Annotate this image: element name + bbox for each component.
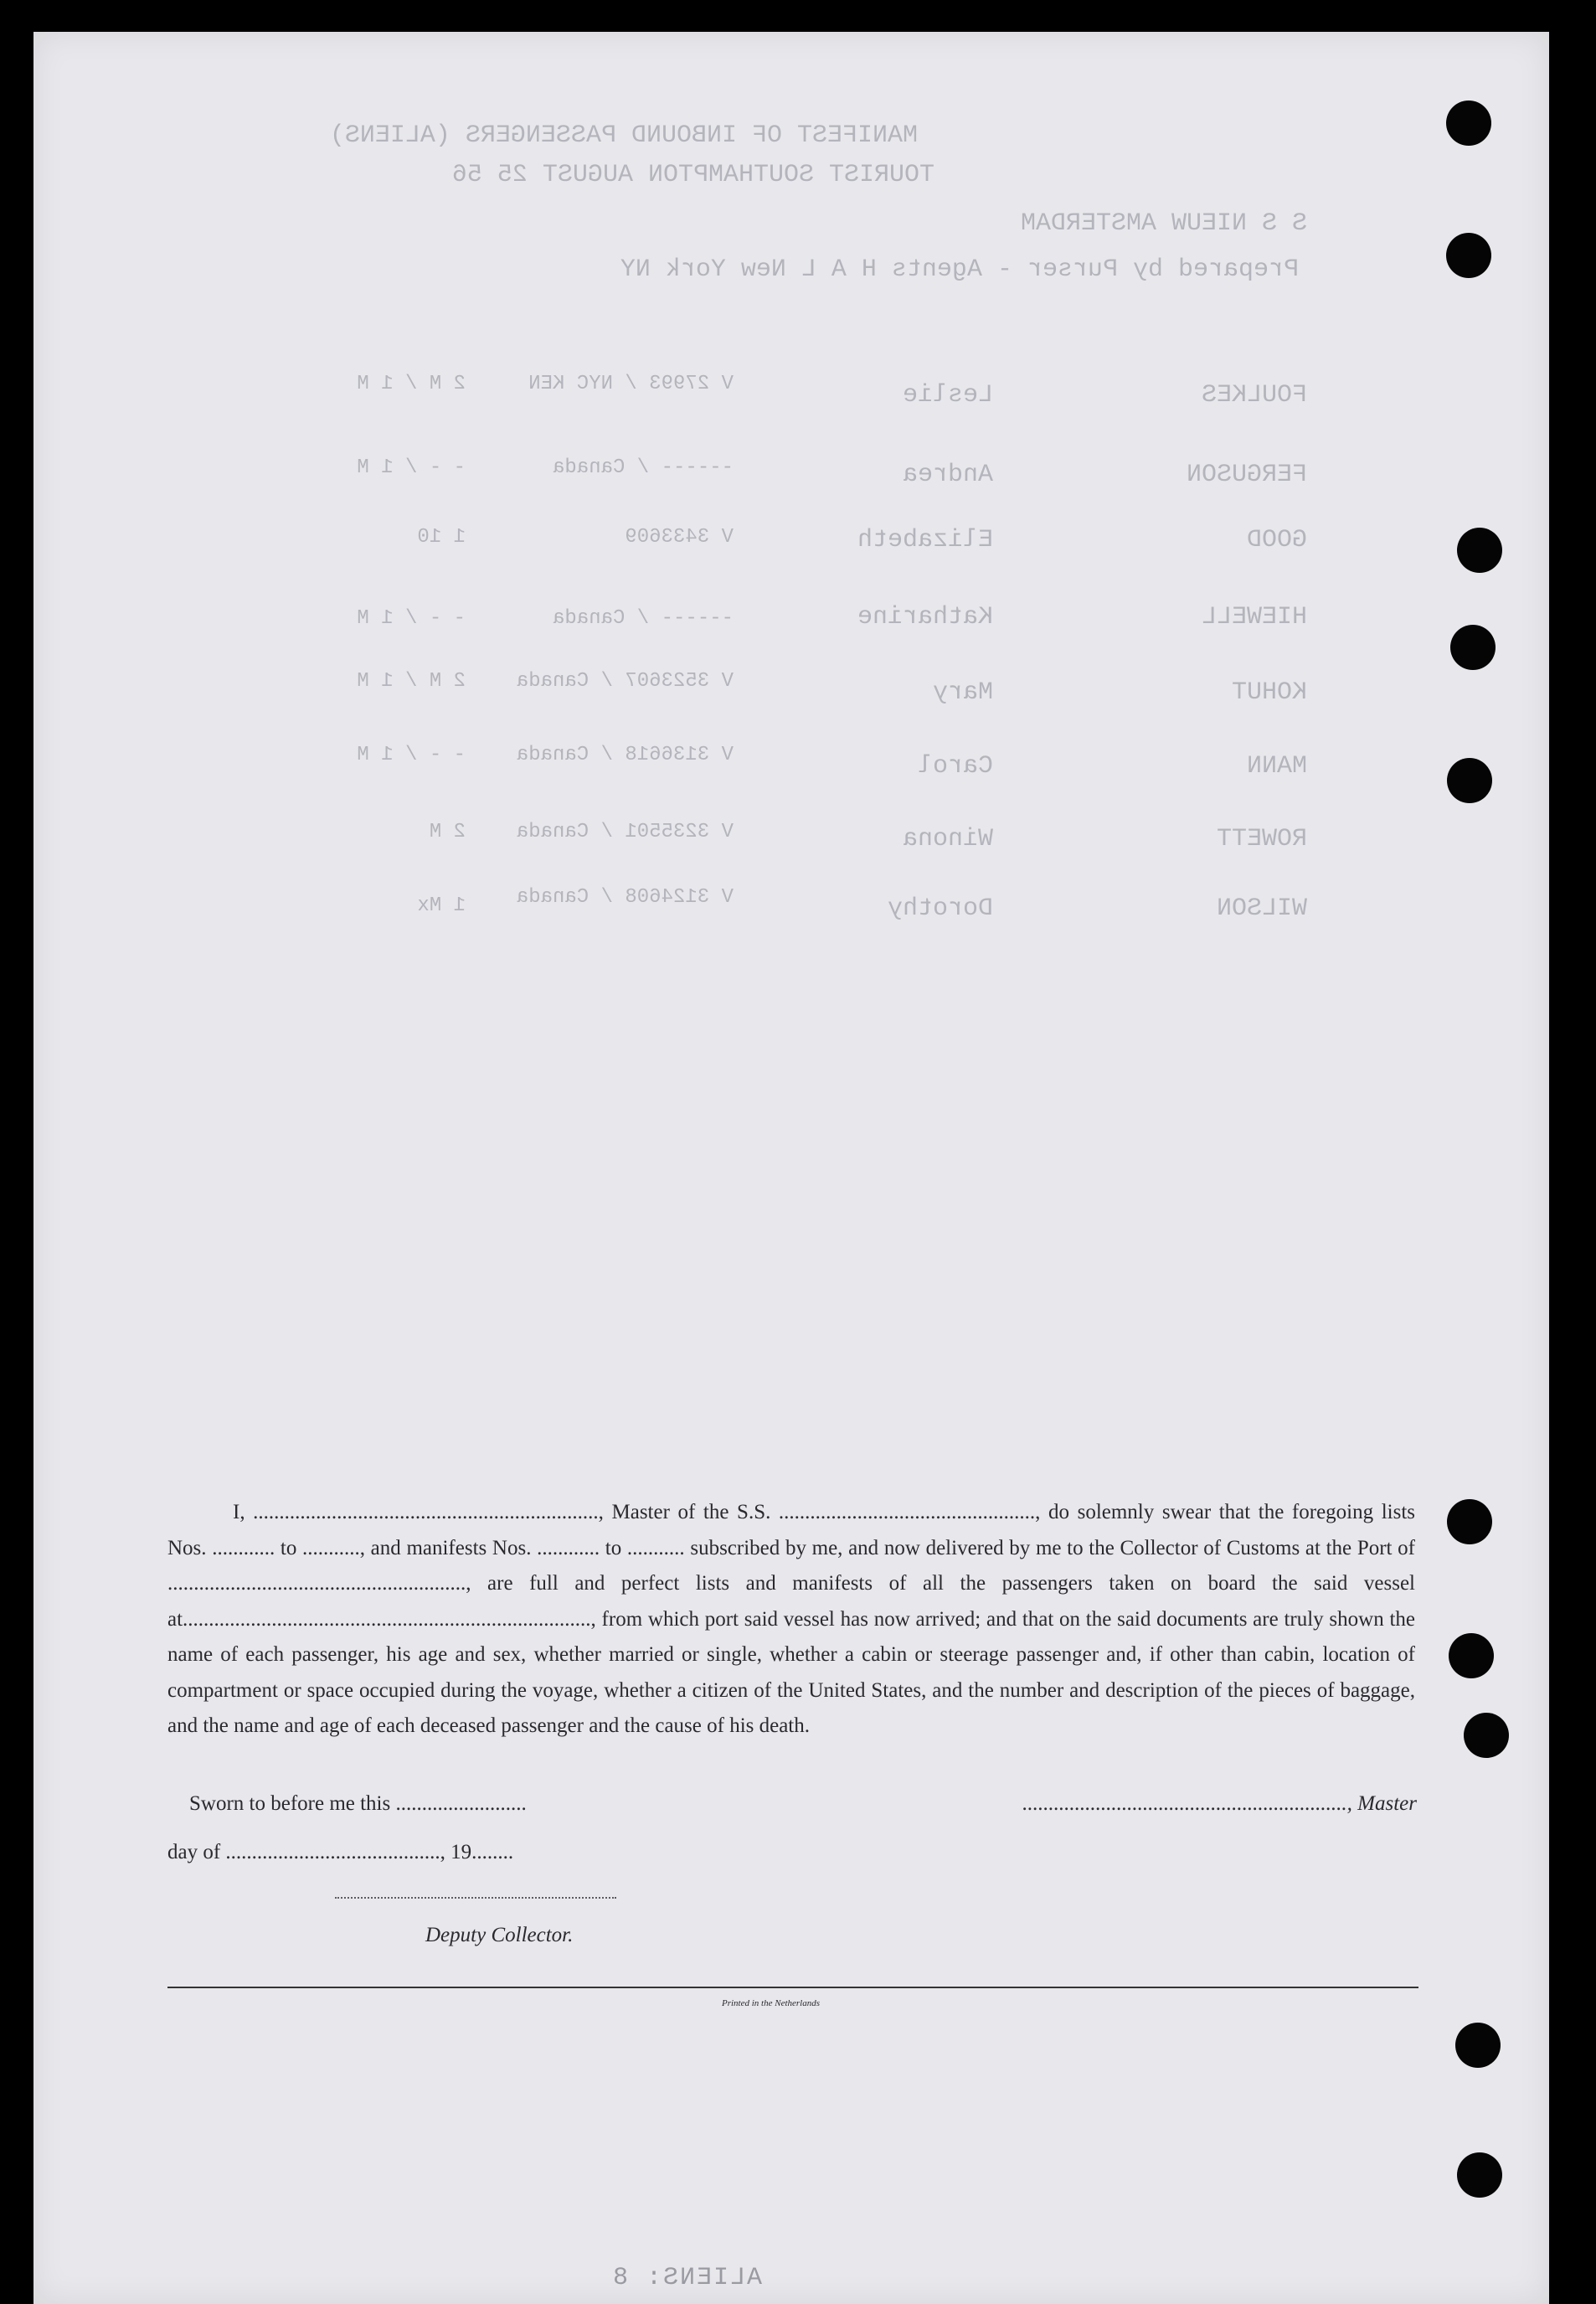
deputy-signature-line	[335, 1897, 616, 1899]
bleed-row: 1 Mx	[417, 894, 466, 917]
master-signature-line: .............................................................., Master	[1022, 1792, 1417, 1815]
bleed-row: Mary	[932, 678, 993, 707]
bleed-row: - - / 1 M	[357, 744, 466, 766]
footer-rule	[167, 1987, 1418, 1988]
punch-hole	[1457, 2152, 1502, 2198]
bleed-title: MANIFEST OF INBOUND PASSENGERS (ALIENS)	[329, 121, 918, 150]
bleed-row: V 27993 / NYC KEN	[528, 373, 734, 395]
bleed-row: MANN	[1246, 752, 1307, 781]
punch-hole	[1455, 2023, 1501, 2068]
punch-hole	[1447, 758, 1492, 803]
manifest-page	[33, 32, 1549, 2304]
punch-hole	[1447, 1499, 1492, 1544]
bleed-row: Andrea	[902, 461, 993, 489]
master-label: , Master	[1346, 1792, 1417, 1815]
bleed-tourist-line: TOURIST SOUTHAMPTON AUGUST 25 56	[451, 161, 934, 189]
punch-hole	[1446, 101, 1491, 146]
punch-hole	[1450, 625, 1496, 670]
bleed-row: ------ / Canada	[552, 607, 734, 630]
bleed-row: ROWETT	[1216, 825, 1307, 853]
bleed-row: V 3136618 / Canada	[516, 744, 734, 766]
bleed-row: GOOD	[1246, 526, 1307, 554]
bleed-row: V 3235501 / Canada	[516, 821, 734, 843]
bleed-row: ------ / Canada	[552, 456, 734, 479]
punch-hole	[1457, 528, 1502, 573]
bleed-row: FOULKES	[1201, 381, 1307, 410]
bleed-row: 1 10	[417, 526, 466, 549]
deputy-collector-label: Deputy Collector.	[425, 1924, 574, 1946]
bleed-row: Winona	[902, 825, 993, 853]
bleed-prepared-line: Prepared by Purser - Agents H A L New York NY	[620, 255, 1299, 284]
bleed-ship-line: S S NIEUW AMSTERDAM	[1020, 209, 1307, 238]
punch-hole	[1449, 1633, 1494, 1678]
bleed-row: HIEWELL	[1201, 603, 1307, 631]
bleed-row: 2 M / 1 M	[357, 373, 466, 395]
bleed-row: KOHUT	[1231, 678, 1307, 707]
sworn-line	[189, 1792, 1417, 1816]
bleed-row: Elizabeth	[857, 526, 993, 554]
punch-hole	[1446, 233, 1491, 278]
sworn-before-text: Sworn to before me this .........................	[189, 1792, 527, 1815]
bleed-row: 2 M	[429, 821, 466, 843]
day-line: day of ........................................., 19........	[167, 1841, 514, 1863]
bleed-row: WILSON	[1216, 894, 1307, 923]
oath-paragraph	[167, 1495, 1415, 1745]
bleed-row: V 3523607 / Canada	[516, 670, 734, 693]
bleed-row: 2 M / 1 M	[357, 670, 466, 693]
bleed-row: - - / 1 M	[357, 607, 466, 630]
printed-note: Printed in the Netherlands	[722, 1998, 821, 2008]
bleed-row: V 3124608 / Canada	[516, 886, 734, 909]
bleed-row: - - / 1 M	[357, 456, 466, 479]
bleed-row: Carol	[917, 752, 993, 781]
bleed-row: V 3433609	[625, 526, 734, 549]
oath-text: I, .................................................................., Master of the S.S. ................................................., do solemnly swear that the foregoing lists Nos. ............ to ..........., and manifests Nos. ............ to ........... subscribed by me, and now delivered by me to the Collector of Customs at the Port of ........................................................., are full and perfect lists and manifests of all the passengers taken on board the said vessel at.............................................................................., from which port said vessel has now arrived; and that on the said documents are truly shown the name of each passenger, his age and sex, whether married or single, whether a cabin or steerage passenger and, if other than cabin, location of compartment or space occupied during the voyage, whether a citizen of the United States, and the number and description of the pieces of baggage, and the name and age of each deceased passenger and the cause of his death.	[167, 1501, 1415, 1737]
bleed-row: FERGUSON	[1186, 461, 1307, 489]
bleed-row: Leslie	[902, 381, 993, 410]
bleed-row: Katharine	[857, 603, 993, 631]
bleed-row: Dorothy	[887, 894, 993, 923]
aliens-stamp: ALIENS: 8	[611, 2264, 763, 2292]
punch-hole	[1464, 1713, 1509, 1758]
